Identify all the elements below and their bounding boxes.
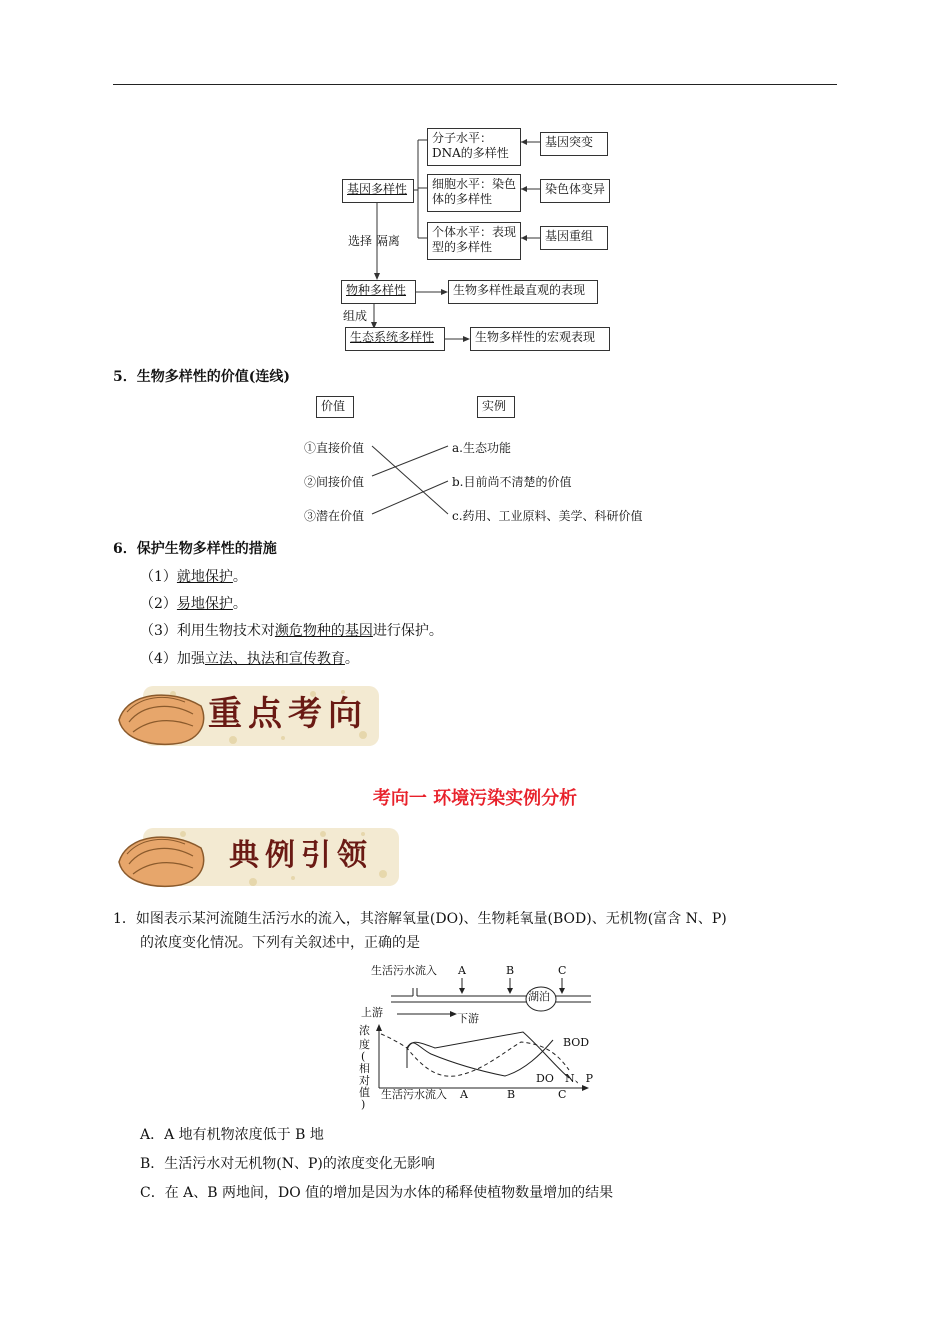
fig-y-4: 相 (359, 1062, 370, 1075)
ecosystem-diversity-box: 生态系统多样性 (345, 327, 445, 351)
header-rule (113, 84, 837, 85)
key-topics-banner: 重点考向 (113, 680, 383, 752)
fig-y-6: 值 (359, 1086, 370, 1099)
value-item-2: ②间接价值 (304, 475, 365, 489)
matching-lines (360, 440, 460, 520)
value-item-1: ①直接价值 (304, 441, 365, 455)
river-figure (355, 962, 595, 1110)
fig-x-c: C (558, 1088, 567, 1101)
compose-label: 组成 (343, 309, 368, 323)
fig-y-2: 度 (359, 1038, 370, 1051)
fig-bod-label: BOD (563, 1036, 590, 1049)
cellular-level-box: 细胞水平：染色体的多样性 (427, 174, 521, 212)
chromosome-variation-box: 染色体变异 (540, 179, 610, 203)
fig-y-5: 对 (359, 1074, 370, 1087)
measure-item-4: （4）加强立法、执法和宣传教育。 (140, 651, 359, 667)
fig-label-b: B (506, 964, 515, 977)
option-b: B．生活污水对无机物(N、P)的浓度变化无影响 (140, 1156, 435, 1172)
macro-box: 生物多样性的宏观表现 (470, 327, 610, 351)
fig-x-b: B (507, 1088, 516, 1101)
section6-title: 6．保护生物多样性的措施 (113, 541, 277, 557)
gene-recombination-box: 基因重组 (540, 226, 608, 250)
fig-y-3: ( (361, 1050, 366, 1063)
fig-x-sewage-label: 生活污水流入 (381, 1088, 447, 1101)
fig-upstream-label: 上游 (361, 1006, 383, 1019)
fig-lake-label: 湖泊 (528, 990, 550, 1003)
question-line-1: 1．如图表示某河流随生活污水的流入，其溶解氧量(DO)、生物耗氧量(BOD)、无机物(富含 N、P) (113, 911, 727, 927)
fig-np-label: N、P (565, 1072, 594, 1085)
fig-downstream-label: 下游 (457, 1012, 479, 1025)
gene-diversity-box: 基因多样性 (342, 179, 414, 203)
measure-item-2: （2）易地保护。 (140, 596, 247, 612)
fig-x-a: A (460, 1088, 468, 1101)
value-column-header: 价值 (316, 396, 354, 418)
example-lead-banner: 典例引领 (113, 822, 403, 892)
section5-title: 5．生物多样性的价值(连线) (113, 369, 290, 385)
gene-mutation-box: 基因突变 (540, 132, 608, 156)
option-a: A．A 地有机物浓度低于 B 地 (140, 1127, 324, 1143)
selection-isolation-label: 选择 隔离 (348, 234, 400, 248)
example-item-c: c.药用、工业原料、美学、科研价值 (452, 509, 643, 523)
value-item-3: ③潜在价值 (304, 509, 365, 523)
fig-label-c: C (558, 964, 567, 977)
fig-y-7: ) (361, 1098, 366, 1110)
measure-item-3: （3）利用生物技术对濒危物种的基因进行保护。 (140, 623, 443, 639)
example-column-header: 实例 (477, 396, 515, 418)
fig-sewage-label: 生活污水流入 (371, 964, 437, 977)
example-item-b: b.目前尚不清楚的价值 (452, 475, 572, 489)
fig-y-1: 浓 (359, 1024, 370, 1037)
molecular-level-box: 分子水平：DNA的多样性 (427, 128, 521, 166)
option-c: C．在 A、B 两地间，DO 值的增加是因为水体的稀释使植物数量增加的结果 (140, 1185, 614, 1201)
question-line-2: 的浓度变化情况。下列有关叙述中，正确的是 (140, 935, 420, 951)
example-item-a: a.生态功能 (452, 441, 511, 455)
measure-item-1: （1）就地保护。 (140, 569, 247, 585)
topic-title: 考向一 环境污染实例分析 (372, 788, 578, 809)
fig-do-label: DO (536, 1072, 554, 1085)
fig-label-a: A (458, 964, 466, 977)
individual-level-box: 个体水平：表现型的多样性 (427, 222, 521, 260)
species-diversity-box: 物种多样性 (341, 280, 416, 304)
most-intuitive-box: 生物多样性最直观的表现 (448, 280, 598, 304)
